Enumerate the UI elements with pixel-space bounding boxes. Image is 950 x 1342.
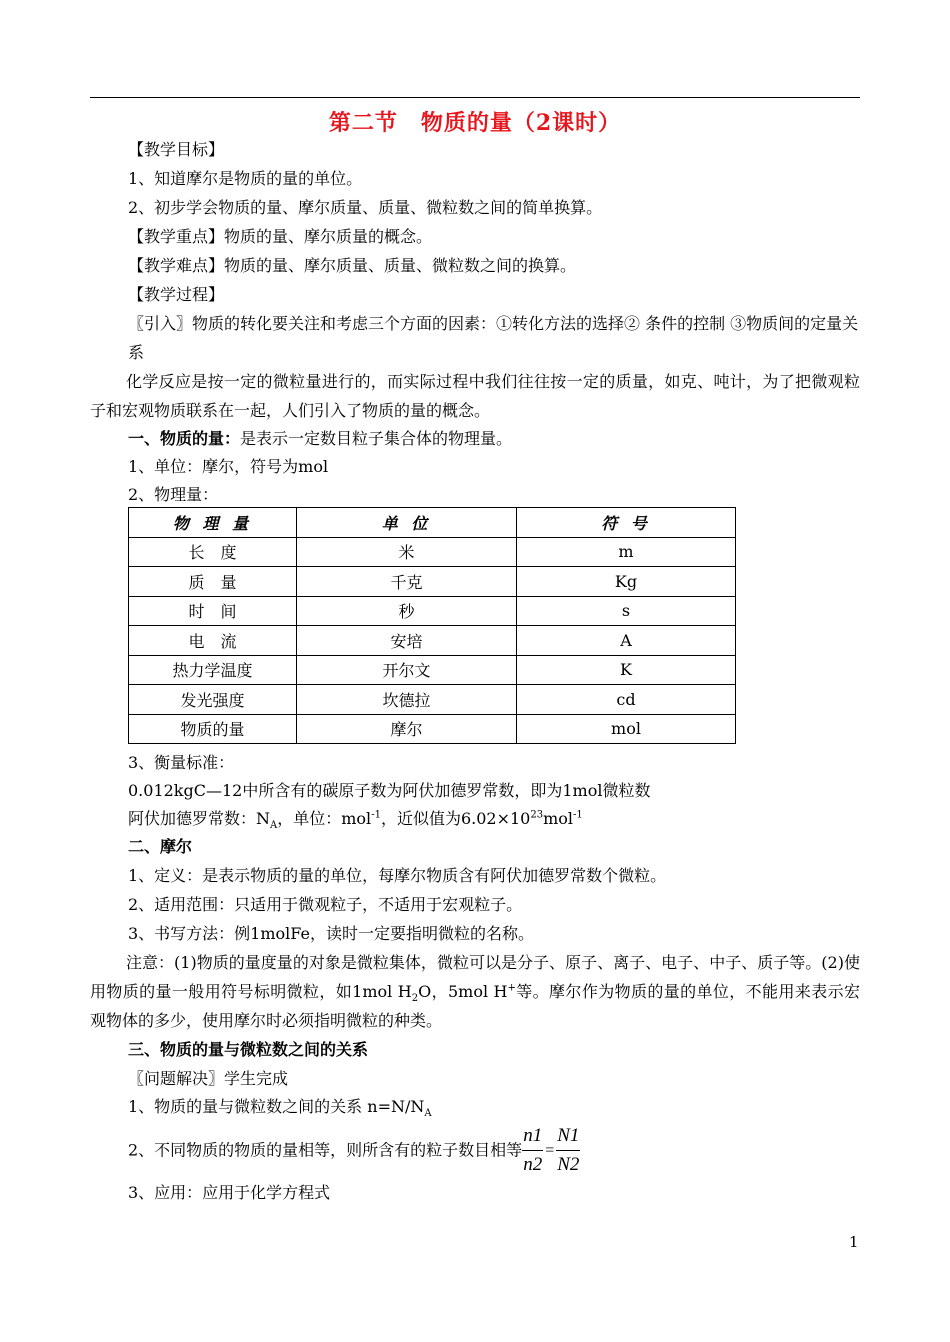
table-cell: 安培 bbox=[297, 626, 517, 656]
quantity-line: 2、物理量： bbox=[128, 485, 219, 504]
process-heading: 【教学过程】 bbox=[128, 285, 225, 304]
fraction-n-denominator: n2 bbox=[523, 1154, 543, 1175]
note-sub-2: 2 bbox=[411, 993, 419, 1005]
si-units-table bbox=[128, 507, 736, 744]
table-header-row bbox=[129, 508, 736, 538]
avogadro-sub: A bbox=[270, 820, 278, 832]
fraction-N-numerator: N1 bbox=[556, 1125, 580, 1151]
fraction-n-numerator: n1 bbox=[522, 1125, 543, 1151]
key-point: 【教学重点】物质的量、摩尔质量的概念。 bbox=[128, 227, 433, 246]
equal-text: 2、不同物质的物质的量相等，则所含有的粒子数目相等 bbox=[128, 1140, 523, 1160]
note-part-2: O，5mol H bbox=[418, 982, 508, 1001]
equals-sign: = bbox=[545, 1141, 555, 1159]
table-cell: 秒 bbox=[297, 596, 517, 626]
table-cell: s bbox=[517, 596, 736, 626]
table-header-cell: 单 位 bbox=[297, 508, 517, 538]
table-header-cell: 物 理 量 bbox=[129, 508, 297, 538]
page-number: 1 bbox=[849, 1233, 859, 1251]
avogadro-value: ，近似值为6.02×10 bbox=[380, 809, 531, 828]
table-row bbox=[129, 655, 736, 685]
table-cell: mol bbox=[517, 714, 736, 744]
header-rule bbox=[90, 97, 860, 98]
relation-line bbox=[128, 1096, 432, 1118]
section-1-heading-rest: 是表示一定数目粒子集合体的物理量。 bbox=[240, 429, 513, 448]
table-cell: 物质的量 bbox=[129, 714, 297, 744]
table-cell: 发光强度 bbox=[129, 685, 297, 715]
table-cell: 热力学温度 bbox=[129, 655, 297, 685]
fraction-N bbox=[556, 1125, 580, 1176]
section-2-heading: 二、摩尔 bbox=[128, 837, 193, 856]
section-3-heading: 三、物质的量与微粒数之间的关系 bbox=[128, 1040, 369, 1059]
table-row bbox=[129, 537, 736, 567]
goals-heading: 【教学目标】 bbox=[128, 140, 225, 159]
table-row bbox=[129, 626, 736, 656]
application-line: 3、应用：应用于化学方程式 bbox=[128, 1183, 331, 1202]
note-sup-plus: + bbox=[507, 982, 516, 994]
table-header-cell: 符 号 bbox=[517, 508, 736, 538]
note-part-1: 注意：(1)物质的量度量的对象是微粒集体，微粒可以是分子、原子、离子、电子、中子、质子等。(2)使用物质的量一般用符号标明微粒，如1mol H bbox=[90, 953, 860, 1001]
difficulty: 【教学难点】物质的量、摩尔质量、质量、微粒数之间的换算。 bbox=[128, 256, 577, 275]
table-cell: 摩尔 bbox=[297, 714, 517, 744]
fraction-n bbox=[522, 1125, 543, 1176]
avogadro-value-unit: mol bbox=[543, 809, 573, 828]
section-1-line bbox=[128, 428, 512, 450]
table-cell: 开尔文 bbox=[297, 655, 517, 685]
table-cell: 坎德拉 bbox=[297, 685, 517, 715]
avogadro-prefix: 阿伏加德罗常数：N bbox=[128, 809, 271, 828]
unit-line: 1、单位：摩尔，符号为mol bbox=[128, 457, 329, 476]
table-cell: K bbox=[517, 655, 736, 685]
table-row bbox=[129, 567, 736, 597]
avogadro-exp-23: 23 bbox=[530, 809, 544, 821]
relation-sub: A bbox=[424, 1108, 432, 1120]
page-title: 第二节 物质的量（2课时） bbox=[328, 110, 622, 136]
table-cell: m bbox=[517, 537, 736, 567]
avogadro-exp-2: -1 bbox=[573, 809, 583, 821]
table-cell: 米 bbox=[297, 537, 517, 567]
equal-line bbox=[128, 1122, 580, 1178]
avogadro-unit: ，单位：mol bbox=[277, 809, 372, 828]
section-1-heading: 一、物质的量： bbox=[128, 429, 241, 448]
table-cell: 时 间 bbox=[129, 596, 297, 626]
table-cell: 质 量 bbox=[129, 567, 297, 597]
table-cell: cd bbox=[517, 685, 736, 715]
avogadro-exp-1: -1 bbox=[371, 809, 381, 821]
intro-paragraph: 〖引入〗物质的转化要关注和考虑三个方面的因素：①转化方法的选择② 条件的控制 ③物质间的定量关系 bbox=[128, 314, 859, 362]
goal-1: 1、知道摩尔是物质的量的单位。 bbox=[128, 169, 363, 188]
table-row bbox=[129, 596, 736, 626]
goal-2: 2、初步学会物质的量、摩尔质量、质量、微粒数之间的简单换算。 bbox=[128, 198, 603, 217]
mole-scope: 2、适用范围：只适用于微观粒子，不适用于宏观粒子。 bbox=[128, 895, 523, 914]
table-cell: A bbox=[517, 626, 736, 656]
note-part-3: 等。摩尔作为物质的量的单位，不能用来表示宏观物体的多少，使用摩尔时必须指明微粒的种类。 bbox=[90, 982, 860, 1030]
relation-text: 1、物质的量与微粒数之间的关系 n=N/N bbox=[128, 1097, 425, 1116]
note-paragraph bbox=[90, 948, 860, 1035]
fraction-N-denominator: N2 bbox=[557, 1154, 580, 1175]
mole-writing: 3、书写方法：例1molFe，读时一定要指明微粒的名称。 bbox=[128, 924, 534, 943]
table-cell: Kg bbox=[517, 567, 736, 597]
table-cell: 千克 bbox=[297, 567, 517, 597]
table-cell: 长 度 bbox=[129, 537, 297, 567]
avogadro-line bbox=[128, 808, 583, 830]
carbon-line: 0.012kgC—12中所含有的碳原子数为阿伏加德罗常数，即为1mol微粒数 bbox=[128, 781, 651, 800]
mole-definition: 1、定义：是表示物质的量的单位，每摩尔物质含有阿伏加德罗常数个微粒。 bbox=[128, 866, 667, 885]
table-row bbox=[129, 714, 736, 744]
table-row bbox=[129, 685, 736, 715]
table-cell: 电 流 bbox=[129, 626, 297, 656]
paragraph-1: 化学反应是按一定的微粒量进行的，而实际过程中我们往往按一定的质量，如克、吨计，为了把微观粒子和宏观物质联系在一起，人们引入了物质的量的概念。 bbox=[90, 372, 860, 420]
standard-line: 3、衡量标准： bbox=[128, 753, 235, 772]
problem-line: 〖问题解决〗学生完成 bbox=[128, 1069, 289, 1088]
